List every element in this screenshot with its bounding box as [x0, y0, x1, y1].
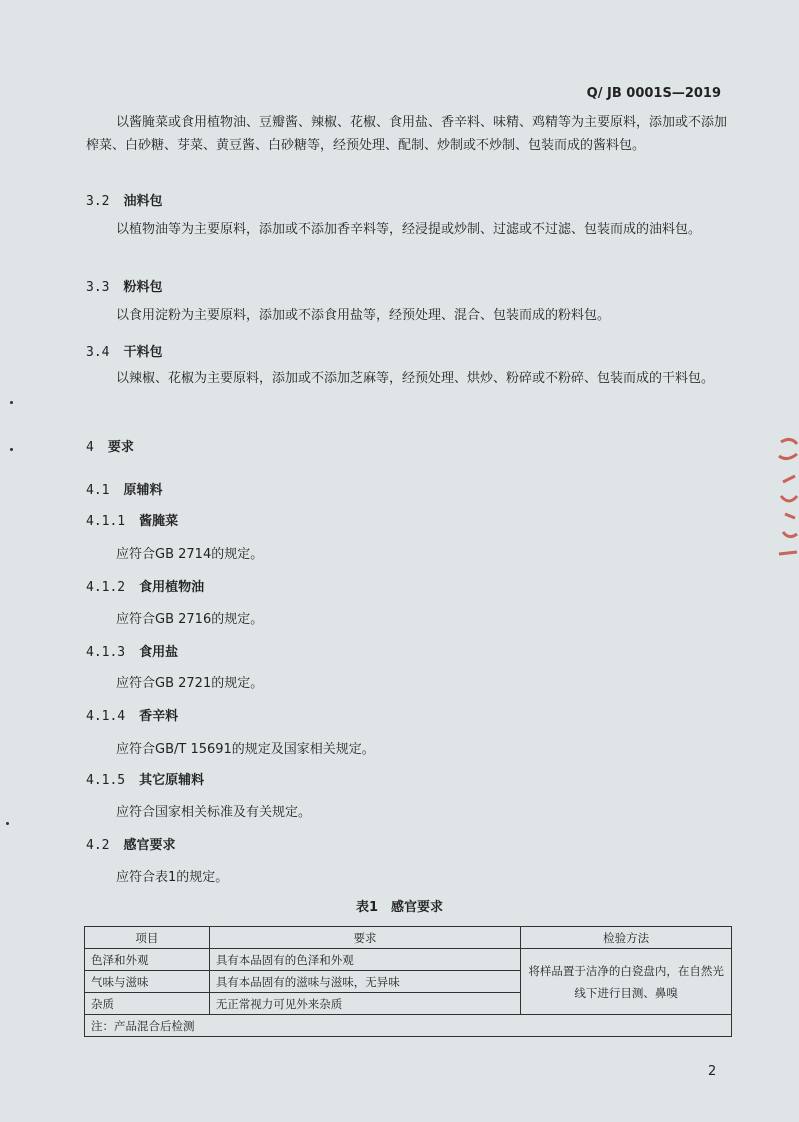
section-4-1-4-body: 应符合GB/T 15691的规定及国家相关规定。: [116, 742, 375, 757]
section-4-1-heading: [86, 479, 163, 498]
section-number: 4: [86, 440, 94, 455]
section-title: 要求: [107, 440, 134, 455]
section-title: 食用盐: [139, 645, 179, 660]
section-number: 4.2: [86, 838, 110, 853]
header-method: 检验方法: [521, 927, 732, 949]
document-id-header: Q/ JB 0001S—2019: [586, 86, 721, 101]
paragraph-oil-pack: 以植物油等为主要原料，添加或不添加香辛料等，经浸提或炒制、过滤或不过滤、包装而成的油料包。: [116, 222, 702, 237]
section-title: 酱腌菜: [139, 514, 179, 529]
table-1-caption: 表1 感官要求: [355, 900, 444, 915]
section-number: 3.2: [86, 194, 110, 209]
bleed-through-stamp-mark: [759, 430, 799, 570]
section-4-1-2-heading: [86, 576, 204, 595]
section-title: 干料包: [123, 345, 163, 360]
table-note: 注：产品混合后检测: [85, 1015, 732, 1037]
section-4-1-1-heading: [86, 510, 178, 529]
section-4-1-5-heading: [86, 769, 204, 788]
section-4-1-2-body: 应符合GB 2716的规定。: [116, 612, 264, 627]
header-item: 项目: [85, 927, 210, 949]
section-number: 4.1: [86, 483, 110, 498]
section-number: 4.1.1: [86, 514, 126, 529]
section-4-1-3-body: 应符合GB 2721的规定。: [116, 676, 264, 691]
cell-requirement: 具有本品固有的滋味与滋味，无异味: [209, 971, 520, 993]
cell-item: 色泽和外观: [85, 949, 210, 971]
section-4-1-4-heading: [86, 705, 178, 724]
section-4-heading: [86, 436, 134, 455]
cell-item: 气味与滋味: [85, 971, 210, 993]
section-title: 油料包: [123, 194, 163, 209]
paragraph-powder-pack: 以食用淀粉为主要原料，添加或不添食用盐等，经预处理、混合、包装而成的粉料包。: [116, 308, 611, 323]
paragraph-dry-pack: 以辣椒、花椒为主要原料，添加或不添加芝麻等，经预处理、烘炒、粉碎或不粉碎、包装而成的干料包。: [116, 371, 715, 386]
sensory-requirements-table: [84, 926, 732, 1037]
section-number: 4.1.3: [86, 645, 126, 660]
section-4-1-5-body: 应符合国家相关标准及有关规定。: [116, 805, 312, 820]
section-number: 4.1.2: [86, 580, 126, 595]
section-4-2-heading: [86, 834, 176, 853]
section-4-2-body: 应符合表1的规定。: [116, 870, 229, 885]
table-header-row: [85, 927, 732, 949]
header-requirement: 要求: [209, 927, 520, 949]
section-title: 香辛料: [139, 709, 179, 724]
section-number: 3.3: [86, 280, 110, 295]
section-title: 其它原辅料: [139, 773, 205, 788]
table-note-row: [85, 1015, 732, 1037]
scan-speck: [10, 401, 13, 404]
paragraph-sauce-pack: 以酱腌菜或食用植物油、豆瓣酱、辣椒、花椒、食用盐、香辛料、味精、鸡精等为主要原料，添加或不添加榨菜、白砂糖、芽菜、黄豆酱、白砂糖等，经预处理、配制、炒制或不炒制、包装而成的酱料包。: [86, 115, 728, 153]
section-3-4-heading: [86, 341, 163, 360]
cell-method: 将样品置于洁净的白瓷盘内，在自然光线下进行目测、鼻嗅: [521, 949, 732, 1015]
section-3-3-heading: [86, 276, 163, 295]
section-title: 粉料包: [123, 280, 163, 295]
scan-speck: [10, 448, 13, 451]
section-4-1-3-heading: [86, 641, 178, 660]
section-number: 4.1.4: [86, 709, 126, 724]
section-4-1-1-body: 应符合GB 2714的规定。: [116, 547, 264, 562]
cell-requirement: 具有本品固有的色泽和外观: [209, 949, 520, 971]
section-title: 食用植物油: [139, 580, 205, 595]
section-title: 感官要求: [123, 838, 176, 853]
cell-requirement: 无正常视力可见外来杂质: [209, 993, 520, 1015]
table-row: [85, 949, 732, 971]
section-number: 3.4: [86, 345, 110, 360]
scan-speck: [6, 822, 9, 825]
section-number: 4.1.5: [86, 773, 126, 788]
section-3-2-heading: [86, 190, 163, 209]
page-number: 2: [708, 1064, 717, 1079]
cell-item: 杂质: [85, 993, 210, 1015]
section-title: 原辅料: [123, 483, 163, 498]
